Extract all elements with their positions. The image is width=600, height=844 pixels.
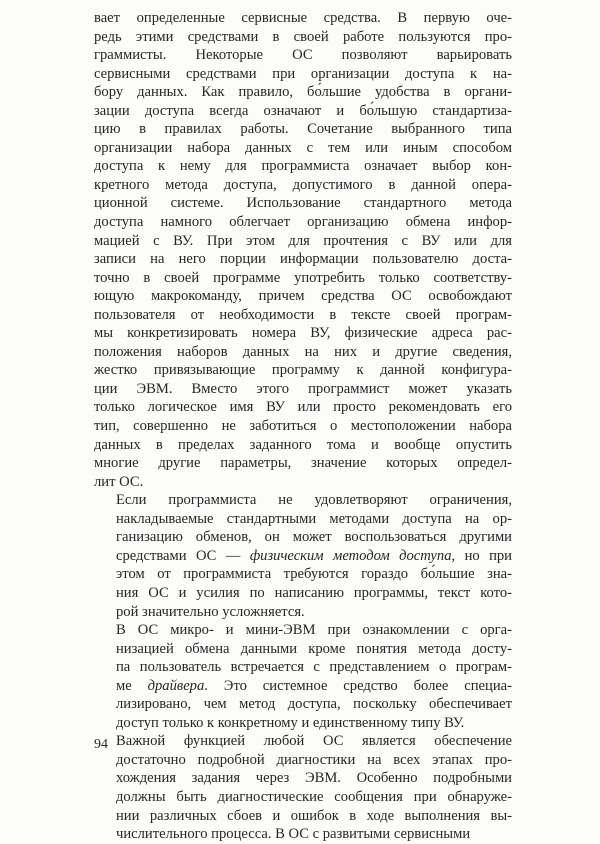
- text-line: доступа намного облегчает организацию обмена инфор-: [94, 214, 512, 231]
- paragraph: [94, 621, 512, 732]
- text-line: лизировано, чем метод доступа, поскольку обеспечивает: [116, 696, 512, 713]
- text-line: мы конкретизировать номера ВУ, физические адреса рас-: [94, 325, 512, 342]
- text-line: низацией обмена данными кроме понятия метода досту-: [116, 640, 512, 657]
- paragraph: [94, 9, 512, 491]
- text-line: хождения задания через ЭВМ. Особенно подробными: [116, 770, 512, 787]
- text-line: сервисными средствами при организации доступа к на-: [94, 65, 512, 82]
- text-line: только логическое имя ВУ или просто рекомендовать его: [94, 399, 512, 416]
- text-line: ганизацию обменов, он может воспользоваться другими: [116, 529, 512, 546]
- text-line: данных в пределах заданного тома и вообще опустить: [94, 436, 512, 453]
- text-line: тип, совершенно не заботиться о местоположении набора: [94, 418, 512, 435]
- text-line: лит ОС.: [94, 473, 144, 490]
- text-line: кретного метода доступа, допустимого в данной опера-: [94, 176, 512, 193]
- body-text: [94, 9, 512, 844]
- text-line: Если программиста не удовлетворяют ограничения,: [116, 492, 512, 509]
- text-line: накладываемые стандартными методами доступа на ор-: [116, 510, 512, 527]
- text-line: ющую макрокоманду, причем средства ОС освобождают: [94, 288, 512, 305]
- text-line: нии различных сбоев и ошибок в ходе выполнения вы-: [116, 807, 512, 824]
- text-line: ционной системе. Использование стандартного метода: [94, 195, 512, 212]
- text-line: зации доступа всегда означают и бо́льшую стандартиза-: [94, 102, 512, 119]
- emphasized-term: драйвера: [147, 677, 205, 694]
- paragraph: [94, 732, 512, 843]
- text-line: Важной функцией любой ОС является обеспечение: [116, 733, 512, 750]
- text-line: редь этими средствами в своей работе пользуются про-: [94, 28, 512, 45]
- text-line: числительного процесса. В ОС с развитыми сервисными: [116, 826, 471, 843]
- text-line: рой значительно усложняется.: [116, 603, 305, 620]
- text-line: точно в своей программе употребить только соответству-: [94, 269, 512, 286]
- text-line: ции ЭВМ. Вместо этого программист может указать: [94, 380, 512, 397]
- text-line: мацией с ВУ. При этом для прочтения с ВУ или для: [94, 232, 512, 249]
- text-line: средствами ОС — физическим методом доступа, но при: [116, 547, 512, 564]
- page-number: 94: [94, 737, 108, 752]
- text-line: вает определенные сервисные средства. В первую оче-: [94, 10, 512, 26]
- text-line: доступа к нему для программиста означает выбор кон-: [94, 158, 512, 175]
- text-line: цию в правилах работы. Сочетание выбранного типа: [94, 121, 512, 138]
- text-line: положения наборов данных на них и другие сведения,: [94, 343, 512, 360]
- text-line: многие другие параметры, значение которых определ-: [94, 455, 512, 472]
- text-line: ния ОС и усилия по написанию программы, текст кото-: [116, 584, 512, 601]
- text-line: бору данных. Как правило, бо́льшие удобства в органи-: [94, 84, 512, 101]
- text-line: этом от программиста требуются гораздо бо́льшие зна-: [116, 566, 512, 583]
- text-line: доступ только к конкретному и единственному типу ВУ.: [116, 714, 465, 731]
- text-line: В ОС микро- и мини-ЭВМ при ознакомлении с орга-: [116, 622, 512, 639]
- text-line: организации набора данных с тем или иным способом: [94, 139, 512, 156]
- text-line: па пользователь встречается с представлением о програм-: [116, 659, 512, 676]
- text-line: пользователя от необходимости в тексте своей програм-: [94, 306, 512, 323]
- text-line: граммисты. Некоторые ОС позволяют варьировать: [94, 47, 512, 64]
- text-line: должны быть диагностические сообщения при обнаруже-: [116, 788, 512, 805]
- text-line: ме драйвера. Это системное средство более специа-: [116, 677, 512, 694]
- text-line: жестко привязывающие программу к данной конфигура-: [94, 362, 512, 379]
- paragraph: [94, 491, 512, 621]
- text-line: записи на него порции информации пользователю доста-: [94, 251, 512, 268]
- text-line: достаточно подробной диагностики на всех этапах про-: [116, 751, 512, 768]
- emphasized-term: физическим методом доступа: [249, 547, 452, 564]
